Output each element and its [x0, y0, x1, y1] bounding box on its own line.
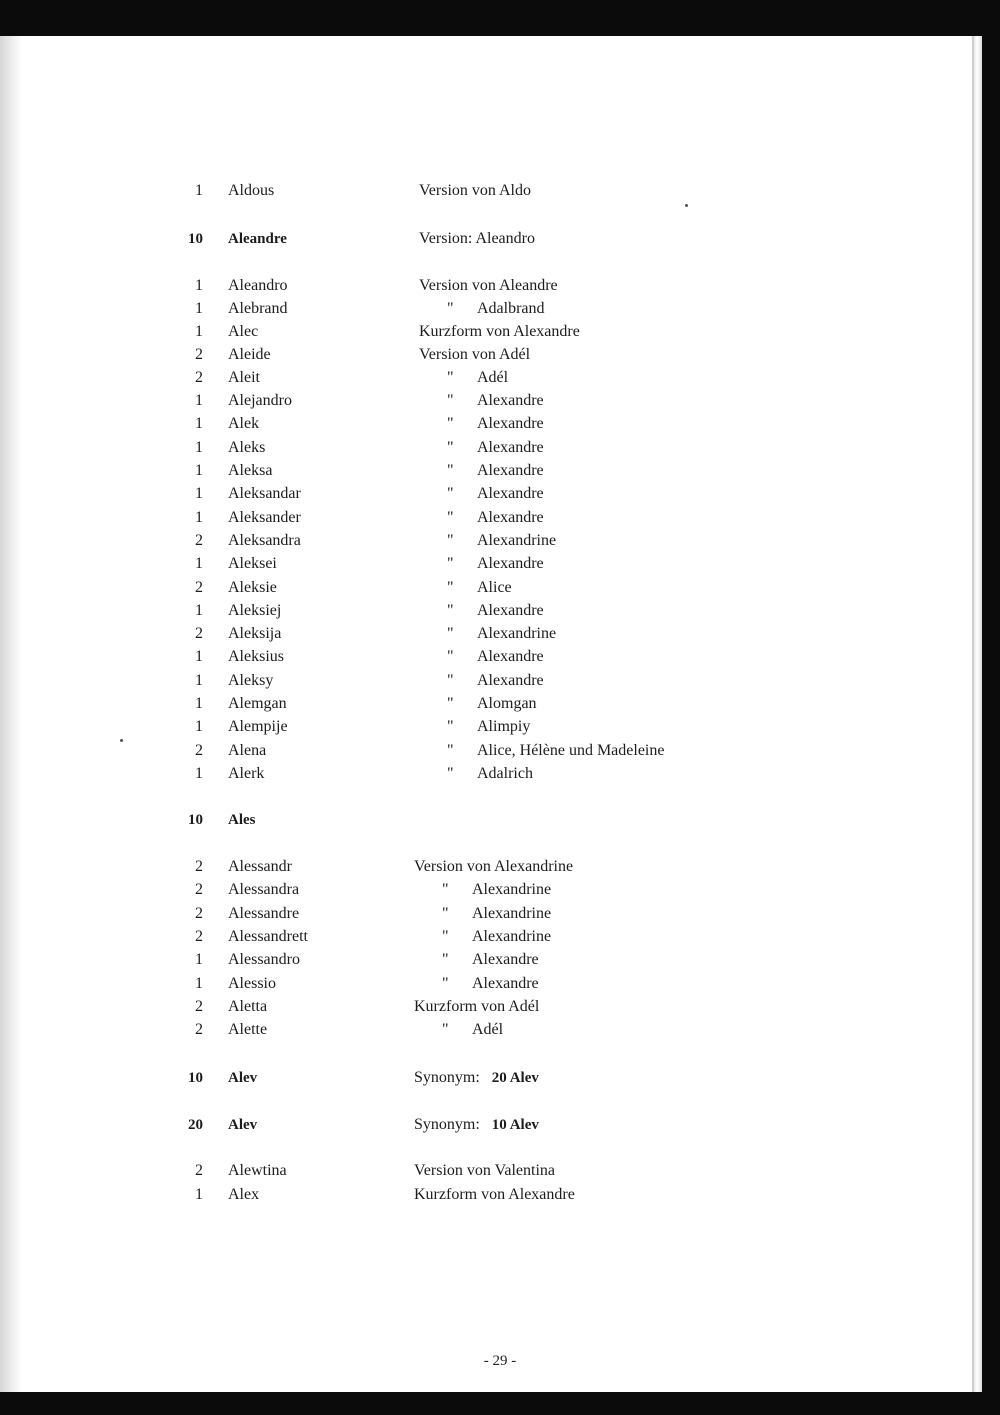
- ditto-mark: ": [442, 928, 449, 945]
- binding-shadow: [0, 36, 22, 1392]
- entry-name: Aldous: [228, 182, 275, 199]
- description-text: Adalrich: [477, 765, 533, 782]
- list-item: [0, 553, 974, 575]
- ditto-mark: ": [447, 369, 454, 386]
- entry-number: 1: [195, 392, 203, 409]
- description-text: Alice: [477, 579, 512, 596]
- description-text: Version: Aleandro: [419, 230, 535, 247]
- entry-description: [419, 670, 544, 692]
- entry-number: 1: [195, 462, 203, 479]
- ditto-mark: ": [447, 742, 454, 759]
- ditto-mark: ": [442, 951, 449, 968]
- description-text: Alimpiy: [477, 718, 531, 735]
- description-text: Synonym:: [414, 1069, 480, 1086]
- list-item: [0, 716, 974, 738]
- description-text: Alexandrine: [477, 625, 557, 642]
- description-text: Alexandrine: [477, 532, 557, 549]
- entry-description: [419, 763, 533, 785]
- list-item: [0, 530, 974, 552]
- ditto-mark: ": [447, 439, 454, 456]
- page-number: - 29 -: [483, 1353, 517, 1369]
- entry-name: Alessandrett: [228, 928, 308, 945]
- page-edge: [974, 36, 982, 1392]
- description-text: Alexandre: [472, 951, 539, 968]
- list-item: [0, 507, 974, 529]
- entry-number: 1: [195, 277, 203, 294]
- ditto-mark: ": [442, 905, 449, 922]
- list-item: [0, 879, 974, 901]
- entry-number: 1: [195, 182, 203, 199]
- ditto-mark: ": [447, 672, 454, 689]
- ditto-mark: ": [447, 392, 454, 409]
- ditto-mark: ": [447, 462, 454, 479]
- entry-name: Aleksandra: [228, 532, 301, 549]
- entry-number: 10: [188, 812, 203, 828]
- description-text: Alice, Hélène und Madeleine: [477, 742, 665, 759]
- description-text: Version von Adél: [419, 346, 531, 363]
- entry-name: Aleksandar: [228, 485, 301, 502]
- description-text: Alexandrine: [472, 881, 552, 898]
- entry-number: 1: [195, 323, 203, 340]
- entry-name: Aleide: [228, 346, 271, 363]
- synonym-reference: 10 Alev: [491, 1117, 539, 1133]
- entry-name: Alerk: [228, 765, 265, 782]
- entry-description: [414, 949, 539, 971]
- entry-number: 2: [195, 1021, 203, 1038]
- list-item: [0, 460, 974, 482]
- description-text: Alexandre: [477, 672, 544, 689]
- entry-number: 1: [195, 602, 203, 619]
- entry-number: 1: [195, 648, 203, 665]
- entry-description: [414, 1067, 539, 1089]
- entry-description: [414, 856, 573, 878]
- entry-description: [414, 903, 551, 925]
- description-text: Adél: [477, 369, 509, 386]
- entry-number: 2: [195, 928, 203, 945]
- entry-name: Alek: [228, 415, 260, 432]
- entry-name: Alev: [228, 1117, 258, 1133]
- entry-description: [419, 437, 544, 459]
- entry-number: 2: [195, 532, 203, 549]
- description-text: Version von Valentina: [414, 1162, 556, 1179]
- entry-description: [419, 344, 530, 366]
- entry-description: [419, 228, 535, 250]
- ditto-mark: ": [442, 975, 449, 992]
- entry-name: Aleksiej: [228, 602, 282, 619]
- description-text: Version von Alexandrine: [414, 858, 574, 875]
- entry-description: [419, 413, 544, 435]
- entry-name: Alewtina: [228, 1162, 287, 1179]
- entry-name: Alemgan: [228, 695, 287, 712]
- entry-description: [419, 367, 508, 389]
- entry-name: Aleksie: [228, 579, 277, 596]
- entry-description: [419, 530, 556, 552]
- description-text: Synonym:: [414, 1116, 480, 1133]
- entry-number: 2: [195, 858, 203, 875]
- entry-description: [419, 275, 558, 297]
- ditto-mark: ": [447, 509, 454, 526]
- entry-number: 10: [188, 231, 203, 247]
- entry-name: Aleandre: [228, 231, 287, 247]
- ditto-mark: ": [447, 555, 454, 572]
- entry-number: 2: [195, 742, 203, 759]
- ditto-mark: ": [447, 602, 454, 619]
- list-item: [0, 809, 974, 831]
- description-text: Alexandre: [477, 555, 544, 572]
- description-text: Kurzform von Adél: [414, 998, 540, 1015]
- entry-description: [419, 740, 664, 762]
- entry-description: [414, 926, 551, 948]
- entry-description: [414, 879, 551, 901]
- list-item: [0, 903, 974, 925]
- description-text: Kurzform von Alexandre: [414, 1186, 575, 1203]
- list-item: [0, 298, 974, 320]
- entry-number: 1: [195, 415, 203, 432]
- list-item: [0, 390, 974, 412]
- list-item: [0, 1019, 974, 1041]
- entry-description: [419, 623, 556, 645]
- document-page: [0, 36, 974, 1392]
- ditto-mark: ": [447, 532, 454, 549]
- description-text: Kurzform von Alexandre: [419, 323, 580, 340]
- entry-number: 1: [195, 439, 203, 456]
- list-item: [0, 228, 974, 250]
- entry-number: 2: [195, 579, 203, 596]
- entry-number: 1: [195, 509, 203, 526]
- entry-name: Alessandra: [228, 881, 300, 898]
- list-item: [0, 367, 974, 389]
- entry-name: Aleksija: [228, 625, 282, 642]
- list-item: [0, 949, 974, 971]
- entry-name: Aleksander: [228, 509, 301, 526]
- description-text: Alomgan: [477, 695, 537, 712]
- ditto-mark: ": [447, 625, 454, 642]
- description-text: Alexandrine: [472, 905, 552, 922]
- entry-number: 10: [188, 1070, 203, 1086]
- entry-name: Alebrand: [228, 300, 288, 317]
- entry-description: [419, 553, 544, 575]
- entry-number: 1: [195, 975, 203, 992]
- ditto-mark: ": [447, 300, 454, 317]
- entry-number: 1: [195, 695, 203, 712]
- entry-number: 1: [195, 718, 203, 735]
- entry-description: [419, 298, 545, 320]
- entry-number: 2: [195, 369, 203, 386]
- description-text: Alexandre: [477, 392, 544, 409]
- list-item: [0, 1160, 974, 1182]
- stray-mark: [120, 739, 123, 742]
- entry-number: 1: [195, 765, 203, 782]
- description-text: Alexandrine: [472, 928, 552, 945]
- list-item: [0, 996, 974, 1018]
- entry-name: Alette: [228, 1021, 268, 1038]
- entry-name: Alessandre: [228, 905, 300, 922]
- ditto-mark: ": [447, 485, 454, 502]
- list-item: [0, 437, 974, 459]
- description-text: Adél: [472, 1021, 504, 1038]
- entry-number: 2: [195, 998, 203, 1015]
- ditto-mark: ": [442, 1021, 449, 1038]
- entry-number: 20: [188, 1117, 203, 1133]
- list-item: [0, 600, 974, 622]
- ditto-mark: ": [447, 579, 454, 596]
- ditto-mark: ": [447, 695, 454, 712]
- list-item: [0, 413, 974, 435]
- list-item: [0, 693, 974, 715]
- description-text: Version von Aleandre: [419, 277, 558, 294]
- entry-name: Aleksius: [228, 648, 284, 665]
- list-item: [0, 973, 974, 995]
- entry-name: Alejandro: [228, 392, 292, 409]
- description-text: Alexandre: [477, 439, 544, 456]
- entry-description: [419, 483, 544, 505]
- list-item: [0, 1067, 974, 1089]
- entry-number: 1: [195, 300, 203, 317]
- stray-mark: [685, 204, 688, 207]
- ditto-mark: ": [447, 415, 454, 432]
- list-item: [0, 275, 974, 297]
- entry-description: [419, 460, 544, 482]
- entry-number: 1: [195, 485, 203, 502]
- description-text: Adalbrand: [477, 300, 545, 317]
- ditto-mark: ": [442, 881, 449, 898]
- entry-description: [414, 1160, 555, 1182]
- entry-name: Aleandro: [228, 277, 288, 294]
- entry-name: Alessio: [228, 975, 276, 992]
- entry-number: 1: [195, 951, 203, 968]
- entry-number: 2: [195, 905, 203, 922]
- entry-description: [414, 1019, 503, 1041]
- synonym-reference: 20 Alev: [491, 1070, 539, 1086]
- entry-description: [419, 600, 544, 622]
- description-text: Alexandre: [477, 602, 544, 619]
- entry-name: Alev: [228, 1070, 258, 1086]
- entry-name: Alex: [228, 1186, 260, 1203]
- ditto-mark: ": [447, 718, 454, 735]
- entry-number: 1: [195, 1186, 203, 1203]
- entry-number: 2: [195, 881, 203, 898]
- entry-description: [419, 646, 544, 668]
- list-item: [0, 344, 974, 366]
- entry-name: Aleit: [228, 369, 260, 386]
- entry-name: Alessandr: [228, 858, 292, 875]
- entry-description: [414, 996, 539, 1018]
- entry-description: [419, 693, 537, 715]
- description-text: Alexandre: [477, 462, 544, 479]
- entry-name: Alec: [228, 323, 259, 340]
- entry-name: Ales: [228, 812, 256, 828]
- entry-name: Aleksa: [228, 462, 273, 479]
- entry-name: Aleksy: [228, 672, 274, 689]
- description-text: Alexandre: [472, 975, 539, 992]
- entry-name: Alempije: [228, 718, 288, 735]
- ditto-mark: ": [447, 765, 454, 782]
- list-item: [0, 856, 974, 878]
- description-text: Alexandre: [477, 485, 544, 502]
- entry-number: 2: [195, 346, 203, 363]
- list-item: [0, 321, 974, 343]
- entry-number: 1: [195, 672, 203, 689]
- entry-name: Alessandro: [228, 951, 300, 968]
- entry-description: [419, 577, 512, 599]
- description-text: Alexandre: [477, 415, 544, 432]
- list-item: [0, 740, 974, 762]
- list-item: [0, 763, 974, 785]
- entry-name: Aletta: [228, 998, 268, 1015]
- entry-description: [419, 390, 544, 412]
- list-item: [0, 483, 974, 505]
- entry-name: Aleks: [228, 439, 266, 456]
- entry-description: [419, 321, 580, 343]
- entry-description: [419, 716, 530, 738]
- entry-description: [414, 973, 539, 995]
- entry-number: 2: [195, 625, 203, 642]
- entry-description: [414, 1114, 539, 1136]
- entry-description: [414, 1184, 575, 1206]
- description-text: Alexandre: [477, 648, 544, 665]
- list-item: [0, 577, 974, 599]
- description-text: Alexandre: [477, 509, 544, 526]
- list-item: [0, 1114, 974, 1136]
- description-text: Version von Aldo: [419, 182, 531, 199]
- ditto-mark: ": [447, 648, 454, 665]
- list-item: [0, 926, 974, 948]
- list-item: [0, 670, 974, 692]
- entry-name: Alena: [228, 742, 267, 759]
- entry-description: [419, 507, 544, 529]
- list-item: [0, 180, 974, 202]
- entry-number: 2: [195, 1162, 203, 1179]
- entry-description: [419, 180, 531, 202]
- list-item: [0, 1184, 974, 1206]
- entry-name: Aleksei: [228, 555, 277, 572]
- entry-number: 1: [195, 555, 203, 572]
- list-item: [0, 623, 974, 645]
- list-item: [0, 646, 974, 668]
